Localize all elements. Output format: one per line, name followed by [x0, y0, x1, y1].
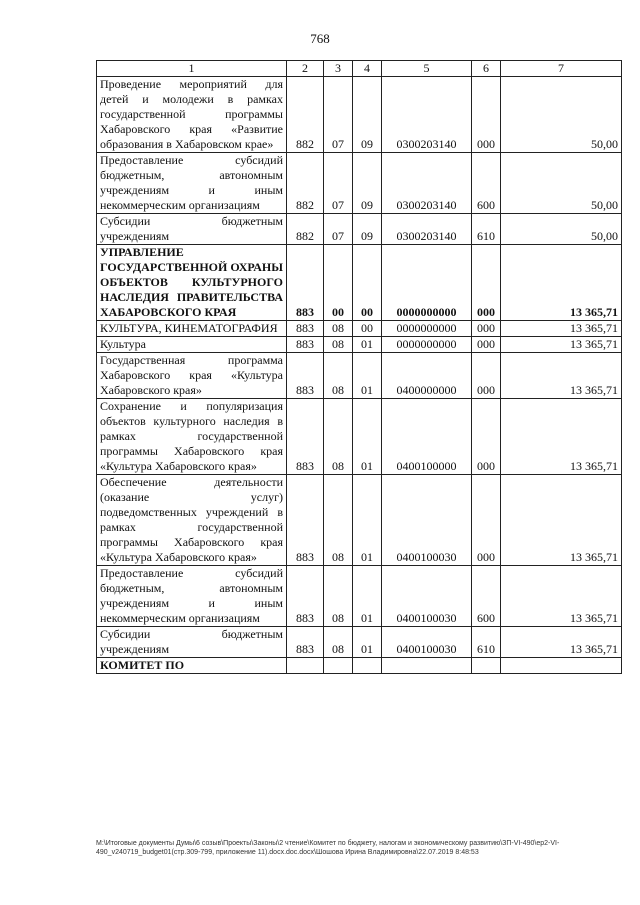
cell-admin-code: 883 — [287, 321, 324, 337]
cell-target-article: 0400100030 — [382, 475, 472, 566]
row-name: Государственная программа Хабаровского края «Культура Хабаровского края» — [97, 353, 287, 399]
cell-amount — [501, 658, 622, 674]
cell-target-article: 0400100030 — [382, 627, 472, 658]
cell-section: 08 — [324, 321, 353, 337]
cell-target-article: 0000000000 — [382, 337, 472, 353]
cell-amount: 13 365,71 — [501, 399, 622, 475]
row-name: КУЛЬТУРА, КИНЕМАТОГРАФИЯ — [97, 321, 287, 337]
cell-expense-type: 000 — [472, 399, 501, 475]
cell-expense-type: 000 — [472, 337, 501, 353]
cell-admin-code: 883 — [287, 245, 324, 321]
cell-admin-code: 882 — [287, 153, 324, 214]
cell-admin-code: 883 — [287, 627, 324, 658]
cell-target-article: 0000000000 — [382, 245, 472, 321]
row-name: Субсидии бюджетным учреждениям — [97, 214, 287, 245]
table-row — [97, 77, 622, 153]
cell-subsection: 09 — [353, 214, 382, 245]
cell-expense-type: 600 — [472, 566, 501, 627]
cell-target-article: 0300203140 — [382, 153, 472, 214]
cell-section: 08 — [324, 566, 353, 627]
cell-admin-code — [287, 658, 324, 674]
row-name: Сохранение и популяризация объектов культурного наследия в рамках государственной программы Хабаровского края «Культура Хабаровского края» — [97, 399, 287, 475]
cell-admin-code: 883 — [287, 337, 324, 353]
cell-amount: 13 365,71 — [501, 321, 622, 337]
cell-section: 08 — [324, 627, 353, 658]
cell-amount: 13 365,71 — [501, 353, 622, 399]
cell-expense-type — [472, 658, 501, 674]
cell-section: 08 — [324, 399, 353, 475]
cell-admin-code: 883 — [287, 566, 324, 627]
cell-subsection: 01 — [353, 337, 382, 353]
table-row — [97, 475, 622, 566]
table-row — [97, 214, 622, 245]
table-row — [97, 399, 622, 475]
table-row — [97, 658, 622, 674]
cell-subsection: 09 — [353, 153, 382, 214]
table-row — [97, 627, 622, 658]
cell-section: 07 — [324, 153, 353, 214]
cell-expense-type: 610 — [472, 627, 501, 658]
cell-section: 08 — [324, 337, 353, 353]
row-name: Проведение мероприятий для детей и молодежи в рамках государственной программы Хабаровского края «Развитие образования в Хабаровском крае» — [97, 77, 287, 153]
table-row — [97, 245, 622, 321]
cell-section: 07 — [324, 77, 353, 153]
cell-expense-type: 000 — [472, 475, 501, 566]
file-path-footer: M:\Итоговые документы Думы\6 созыв\Проекты\Законы\2 чтение\Комитет по бюджету, налогам и экономическому развитию\ЗП-VI-490\ep2-VI-490_v240719_budget01(стр.309-799, приложение 11).docx.doc.docx\Шошова Ирина Владимировна\22.07.2019 8:48:53 — [96, 840, 560, 856]
cell-admin-code: 883 — [287, 475, 324, 566]
cell-expense-type: 000 — [472, 245, 501, 321]
cell-subsection: 09 — [353, 77, 382, 153]
cell-target-article: 0400100030 — [382, 566, 472, 627]
cell-amount: 13 365,71 — [501, 245, 622, 321]
table-row — [97, 337, 622, 353]
cell-expense-type: 000 — [472, 77, 501, 153]
row-name: Обеспечение деятельности (оказание услуг) подведомственных учреждений в рамках государственной программы Хабаровского края «Культура Хабаровского края» — [97, 475, 287, 566]
cell-amount: 50,00 — [501, 214, 622, 245]
cell-target-article: 0400000000 — [382, 353, 472, 399]
cell-admin-code: 882 — [287, 77, 324, 153]
cell-section: 07 — [324, 214, 353, 245]
cell-subsection: 01 — [353, 627, 382, 658]
cell-amount: 13 365,71 — [501, 627, 622, 658]
cell-amount: 13 365,71 — [501, 566, 622, 627]
cell-target-article — [382, 658, 472, 674]
header-cell: 7 — [501, 61, 622, 77]
cell-target-article: 0300203140 — [382, 77, 472, 153]
cell-amount: 13 365,71 — [501, 475, 622, 566]
cell-target-article: 0000000000 — [382, 321, 472, 337]
row-name: Предоставление субсидий бюджетным, автономным учреждениям и иным некоммерческим организациям — [97, 153, 287, 214]
header-cell: 1 — [97, 61, 287, 77]
header-row — [97, 61, 622, 77]
cell-amount: 50,00 — [501, 77, 622, 153]
cell-subsection: 01 — [353, 475, 382, 566]
cell-admin-code: 883 — [287, 353, 324, 399]
cell-subsection — [353, 658, 382, 674]
row-name: Предоставление субсидий бюджетным, автономным учреждениям и иным некоммерческим организациям — [97, 566, 287, 627]
cell-subsection: 01 — [353, 399, 382, 475]
header-cell: 5 — [382, 61, 472, 77]
cell-target-article: 0400100000 — [382, 399, 472, 475]
cell-subsection: 01 — [353, 353, 382, 399]
header-cell: 3 — [324, 61, 353, 77]
cell-expense-type: 000 — [472, 353, 501, 399]
cell-subsection: 00 — [353, 321, 382, 337]
header-cell: 4 — [353, 61, 382, 77]
table-row — [97, 353, 622, 399]
cell-section: 08 — [324, 475, 353, 566]
cell-section: 08 — [324, 353, 353, 399]
table-row — [97, 566, 622, 627]
row-name: КОМИТЕТ ПО — [97, 658, 287, 674]
budget-table — [96, 60, 622, 674]
page-number: 768 — [310, 31, 330, 46]
cell-amount: 13 365,71 — [501, 337, 622, 353]
table-row — [97, 153, 622, 214]
cell-subsection: 01 — [353, 566, 382, 627]
cell-subsection: 00 — [353, 245, 382, 321]
cell-target-article: 0300203140 — [382, 214, 472, 245]
header-cell: 6 — [472, 61, 501, 77]
cell-admin-code: 883 — [287, 399, 324, 475]
cell-section — [324, 658, 353, 674]
cell-expense-type: 610 — [472, 214, 501, 245]
table-row — [97, 321, 622, 337]
cell-expense-type: 600 — [472, 153, 501, 214]
row-name: УПРАВЛЕНИЕ ГОСУДАРСТВЕННОЙ ОХРАНЫ ОБЪЕКТОВ КУЛЬТУРНОГО НАСЛЕДИЯ ПРАВИТЕЛЬСТВА ХАБАРОВСКОГО КРАЯ — [97, 245, 287, 321]
row-name: Субсидии бюджетным учреждениям — [97, 627, 287, 658]
header-cell: 2 — [287, 61, 324, 77]
cell-admin-code: 882 — [287, 214, 324, 245]
cell-amount: 50,00 — [501, 153, 622, 214]
cell-expense-type: 000 — [472, 321, 501, 337]
cell-section: 00 — [324, 245, 353, 321]
row-name: Культура — [97, 337, 287, 353]
